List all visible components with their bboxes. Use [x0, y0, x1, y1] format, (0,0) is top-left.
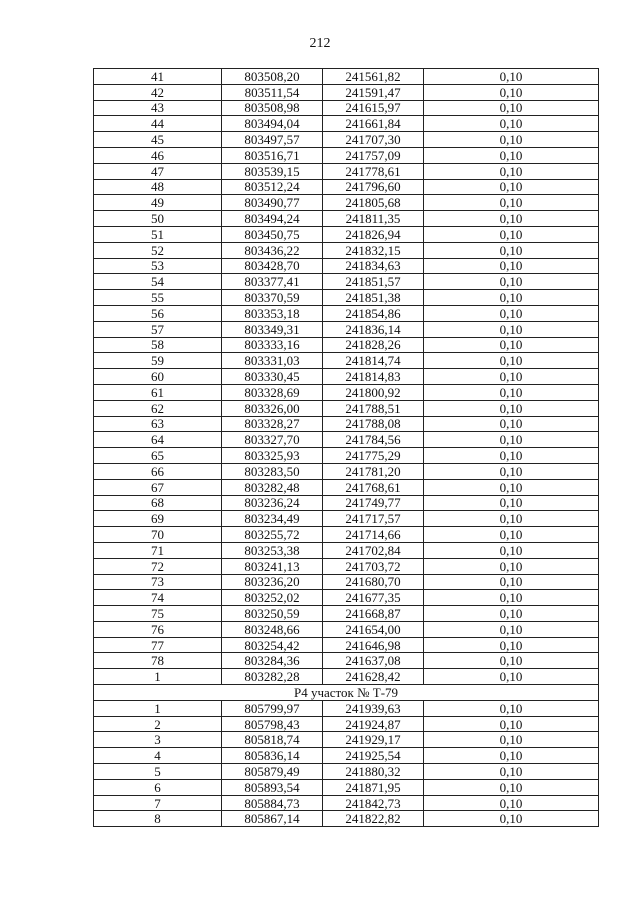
value-cell: 0,10: [424, 764, 599, 780]
y-coordinate-cell: 241851,38: [323, 290, 424, 306]
point-number-cell: 64: [94, 432, 222, 448]
x-coordinate-cell: 803428,70: [222, 258, 323, 274]
value-cell: 0,10: [424, 353, 599, 369]
value-cell: 0,10: [424, 258, 599, 274]
value-cell: 0,10: [424, 669, 599, 685]
point-number-cell: 2: [94, 716, 222, 732]
y-coordinate-cell: 241939,63: [323, 700, 424, 716]
point-number-cell: 50: [94, 211, 222, 227]
table-row: [94, 795, 599, 811]
value-cell: 0,10: [424, 606, 599, 622]
table-row: [94, 84, 599, 100]
y-coordinate-cell: 241811,35: [323, 211, 424, 227]
x-coordinate-cell: 803252,02: [222, 590, 323, 606]
x-coordinate-cell: 803516,71: [222, 147, 323, 163]
x-coordinate-cell: 803236,24: [222, 495, 323, 511]
value-cell: 0,10: [424, 479, 599, 495]
value-cell: 0,10: [424, 590, 599, 606]
x-coordinate-cell: 803236,20: [222, 574, 323, 590]
point-number-cell: 63: [94, 416, 222, 432]
y-coordinate-cell: 241788,51: [323, 400, 424, 416]
point-number-cell: 56: [94, 305, 222, 321]
value-cell: 0,10: [424, 305, 599, 321]
x-coordinate-cell: 803325,93: [222, 448, 323, 464]
section-header: Р4 участок № Т-79: [94, 685, 599, 701]
y-coordinate-cell: 241702,84: [323, 542, 424, 558]
point-number-cell: 44: [94, 116, 222, 132]
point-number-cell: 6: [94, 779, 222, 795]
value-cell: 0,10: [424, 779, 599, 795]
x-coordinate-cell: 803250,59: [222, 606, 323, 622]
table-row: [94, 416, 599, 432]
y-coordinate-cell: 241832,15: [323, 242, 424, 258]
x-coordinate-cell: 803370,59: [222, 290, 323, 306]
table-row: [94, 606, 599, 622]
point-number-cell: 65: [94, 448, 222, 464]
y-coordinate-cell: 241784,56: [323, 432, 424, 448]
point-number-cell: 73: [94, 574, 222, 590]
y-coordinate-cell: 241880,32: [323, 764, 424, 780]
y-coordinate-cell: 241836,14: [323, 321, 424, 337]
x-coordinate-cell: 803326,00: [222, 400, 323, 416]
y-coordinate-cell: 241680,70: [323, 574, 424, 590]
value-cell: 0,10: [424, 637, 599, 653]
x-coordinate-cell: 803349,31: [222, 321, 323, 337]
value-cell: 0,10: [424, 463, 599, 479]
point-number-cell: 47: [94, 163, 222, 179]
y-coordinate-cell: 241796,60: [323, 179, 424, 195]
y-coordinate-cell: 241814,74: [323, 353, 424, 369]
x-coordinate-cell: 803494,24: [222, 211, 323, 227]
x-coordinate-cell: 803508,98: [222, 100, 323, 116]
table-row: [94, 764, 599, 780]
point-number-cell: 66: [94, 463, 222, 479]
point-number-cell: 62: [94, 400, 222, 416]
point-number-cell: 61: [94, 384, 222, 400]
y-coordinate-cell: 241615,97: [323, 100, 424, 116]
coordinates-table-body: [94, 69, 599, 827]
table-row: [94, 700, 599, 716]
value-cell: 0,10: [424, 495, 599, 511]
y-coordinate-cell: 241768,61: [323, 479, 424, 495]
y-coordinate-cell: 241749,77: [323, 495, 424, 511]
x-coordinate-cell: 803327,70: [222, 432, 323, 448]
table-row: [94, 558, 599, 574]
point-number-cell: 78: [94, 653, 222, 669]
value-cell: 0,10: [424, 732, 599, 748]
x-coordinate-cell: 803436,22: [222, 242, 323, 258]
value-cell: 0,10: [424, 574, 599, 590]
table-row: [94, 100, 599, 116]
point-number-cell: 69: [94, 511, 222, 527]
point-number-cell: 4: [94, 748, 222, 764]
value-cell: 0,10: [424, 811, 599, 827]
x-coordinate-cell: 803282,28: [222, 669, 323, 685]
value-cell: 0,10: [424, 716, 599, 732]
point-number-cell: 42: [94, 84, 222, 100]
value-cell: 0,10: [424, 163, 599, 179]
point-number-cell: 71: [94, 542, 222, 558]
page-number: 212: [309, 36, 331, 51]
table-row: [94, 147, 599, 163]
table-row: [94, 448, 599, 464]
point-number-cell: 75: [94, 606, 222, 622]
x-coordinate-cell: 803353,18: [222, 305, 323, 321]
point-number-cell: 1: [94, 700, 222, 716]
y-coordinate-cell: 241842,73: [323, 795, 424, 811]
point-number-cell: 52: [94, 242, 222, 258]
table-row: [94, 258, 599, 274]
x-coordinate-cell: 803497,57: [222, 132, 323, 148]
y-coordinate-cell: 241924,87: [323, 716, 424, 732]
value-cell: 0,10: [424, 321, 599, 337]
value-cell: 0,10: [424, 527, 599, 543]
value-cell: 0,10: [424, 179, 599, 195]
point-number-cell: 3: [94, 732, 222, 748]
x-coordinate-cell: 805836,14: [222, 748, 323, 764]
y-coordinate-cell: 241591,47: [323, 84, 424, 100]
table-row: [94, 274, 599, 290]
value-cell: 0,10: [424, 132, 599, 148]
value-cell: 0,10: [424, 337, 599, 353]
x-coordinate-cell: 805879,49: [222, 764, 323, 780]
x-coordinate-cell: 805893,54: [222, 779, 323, 795]
point-number-cell: 72: [94, 558, 222, 574]
table-row: [94, 669, 599, 685]
y-coordinate-cell: 241925,54: [323, 748, 424, 764]
x-coordinate-cell: 803248,66: [222, 621, 323, 637]
point-number-cell: 55: [94, 290, 222, 306]
table-row: [94, 163, 599, 179]
x-coordinate-cell: 803328,69: [222, 384, 323, 400]
value-cell: 0,10: [424, 195, 599, 211]
value-cell: 0,10: [424, 226, 599, 242]
x-coordinate-cell: 805798,43: [222, 716, 323, 732]
x-coordinate-cell: 803282,48: [222, 479, 323, 495]
table-row: [94, 384, 599, 400]
value-cell: 0,10: [424, 147, 599, 163]
y-coordinate-cell: 241828,26: [323, 337, 424, 353]
point-number-cell: 7: [94, 795, 222, 811]
table-row: [94, 811, 599, 827]
x-coordinate-cell: 803450,75: [222, 226, 323, 242]
table-row: [94, 211, 599, 227]
point-number-cell: 60: [94, 369, 222, 385]
value-cell: 0,10: [424, 116, 599, 132]
y-coordinate-cell: 241805,68: [323, 195, 424, 211]
value-cell: 0,10: [424, 748, 599, 764]
table-row: [94, 400, 599, 416]
value-cell: 0,10: [424, 700, 599, 716]
value-cell: 0,10: [424, 432, 599, 448]
value-cell: 0,10: [424, 211, 599, 227]
point-number-cell: 77: [94, 637, 222, 653]
value-cell: 0,10: [424, 448, 599, 464]
y-coordinate-cell: 241714,66: [323, 527, 424, 543]
x-coordinate-cell: 803512,24: [222, 179, 323, 195]
table-row: [94, 353, 599, 369]
x-coordinate-cell: 803284,36: [222, 653, 323, 669]
y-coordinate-cell: 241851,57: [323, 274, 424, 290]
table-row: [94, 369, 599, 385]
table-row: [94, 732, 599, 748]
table-row: [94, 590, 599, 606]
table-row: [94, 748, 599, 764]
point-number-cell: 43: [94, 100, 222, 116]
y-coordinate-cell: 241822,82: [323, 811, 424, 827]
point-number-cell: 54: [94, 274, 222, 290]
y-coordinate-cell: 241871,95: [323, 779, 424, 795]
y-coordinate-cell: 241561,82: [323, 69, 424, 85]
value-cell: 0,10: [424, 400, 599, 416]
value-cell: 0,10: [424, 100, 599, 116]
value-cell: 0,10: [424, 558, 599, 574]
point-number-cell: 41: [94, 69, 222, 85]
table-row: [94, 432, 599, 448]
table-row: [94, 463, 599, 479]
value-cell: 0,10: [424, 84, 599, 100]
x-coordinate-cell: 803234,49: [222, 511, 323, 527]
x-coordinate-cell: 803511,54: [222, 84, 323, 100]
y-coordinate-cell: 241826,94: [323, 226, 424, 242]
point-number-cell: 58: [94, 337, 222, 353]
y-coordinate-cell: 241646,98: [323, 637, 424, 653]
value-cell: 0,10: [424, 416, 599, 432]
x-coordinate-cell: 803331,03: [222, 353, 323, 369]
y-coordinate-cell: 241707,30: [323, 132, 424, 148]
table-row: [94, 242, 599, 258]
value-cell: 0,10: [424, 542, 599, 558]
x-coordinate-cell: 803490,77: [222, 195, 323, 211]
table-row: [94, 305, 599, 321]
x-coordinate-cell: 803377,41: [222, 274, 323, 290]
table-row: [94, 479, 599, 495]
point-number-cell: 59: [94, 353, 222, 369]
value-cell: 0,10: [424, 795, 599, 811]
x-coordinate-cell: 803255,72: [222, 527, 323, 543]
value-cell: 0,10: [424, 242, 599, 258]
y-coordinate-cell: 241677,35: [323, 590, 424, 606]
table-row: [94, 621, 599, 637]
x-coordinate-cell: 803241,13: [222, 558, 323, 574]
table-row: [94, 511, 599, 527]
point-number-cell: 74: [94, 590, 222, 606]
table-row: [94, 527, 599, 543]
y-coordinate-cell: 241778,61: [323, 163, 424, 179]
table-row: [94, 653, 599, 669]
section-header-row: [94, 685, 599, 701]
point-number-cell: 76: [94, 621, 222, 637]
x-coordinate-cell: 803333,16: [222, 337, 323, 353]
y-coordinate-cell: 241800,92: [323, 384, 424, 400]
value-cell: 0,10: [424, 511, 599, 527]
table-row: [94, 195, 599, 211]
table-row: [94, 69, 599, 85]
value-cell: 0,10: [424, 274, 599, 290]
y-coordinate-cell: 241788,08: [323, 416, 424, 432]
y-coordinate-cell: 241654,00: [323, 621, 424, 637]
x-coordinate-cell: 803254,42: [222, 637, 323, 653]
table-row: [94, 716, 599, 732]
table-row: [94, 495, 599, 511]
x-coordinate-cell: 803253,38: [222, 542, 323, 558]
y-coordinate-cell: 241854,86: [323, 305, 424, 321]
table-row: [94, 290, 599, 306]
x-coordinate-cell: 803494,04: [222, 116, 323, 132]
point-number-cell: 51: [94, 226, 222, 242]
point-number-cell: 5: [94, 764, 222, 780]
x-coordinate-cell: 805818,74: [222, 732, 323, 748]
x-coordinate-cell: 803508,20: [222, 69, 323, 85]
value-cell: 0,10: [424, 653, 599, 669]
point-number-cell: 70: [94, 527, 222, 543]
point-number-cell: 46: [94, 147, 222, 163]
point-number-cell: 68: [94, 495, 222, 511]
y-coordinate-cell: 241929,17: [323, 732, 424, 748]
value-cell: 0,10: [424, 69, 599, 85]
point-number-cell: 67: [94, 479, 222, 495]
y-coordinate-cell: 241814,83: [323, 369, 424, 385]
y-coordinate-cell: 241637,08: [323, 653, 424, 669]
table-row: [94, 179, 599, 195]
point-number-cell: 53: [94, 258, 222, 274]
y-coordinate-cell: 241757,09: [323, 147, 424, 163]
y-coordinate-cell: 241661,84: [323, 116, 424, 132]
y-coordinate-cell: 241668,87: [323, 606, 424, 622]
y-coordinate-cell: 241834,63: [323, 258, 424, 274]
point-number-cell: 49: [94, 195, 222, 211]
table-row: [94, 574, 599, 590]
table-row: [94, 132, 599, 148]
x-coordinate-cell: 803328,27: [222, 416, 323, 432]
table-row: [94, 637, 599, 653]
table-row: [94, 542, 599, 558]
y-coordinate-cell: 241781,20: [323, 463, 424, 479]
point-number-cell: 45: [94, 132, 222, 148]
point-number-cell: 57: [94, 321, 222, 337]
table-row: [94, 779, 599, 795]
x-coordinate-cell: 805799,97: [222, 700, 323, 716]
y-coordinate-cell: 241628,42: [323, 669, 424, 685]
y-coordinate-cell: 241717,57: [323, 511, 424, 527]
coordinates-table: [93, 68, 599, 827]
y-coordinate-cell: 241703,72: [323, 558, 424, 574]
value-cell: 0,10: [424, 369, 599, 385]
x-coordinate-cell: 803539,15: [222, 163, 323, 179]
table-row: [94, 337, 599, 353]
value-cell: 0,10: [424, 384, 599, 400]
table-row: [94, 321, 599, 337]
point-number-cell: 8: [94, 811, 222, 827]
table-row: [94, 226, 599, 242]
x-coordinate-cell: 805867,14: [222, 811, 323, 827]
x-coordinate-cell: 803330,45: [222, 369, 323, 385]
point-number-cell: 48: [94, 179, 222, 195]
table-row: [94, 116, 599, 132]
value-cell: 0,10: [424, 290, 599, 306]
value-cell: 0,10: [424, 621, 599, 637]
x-coordinate-cell: 805884,73: [222, 795, 323, 811]
point-number-cell: 1: [94, 669, 222, 685]
x-coordinate-cell: 803283,50: [222, 463, 323, 479]
y-coordinate-cell: 241775,29: [323, 448, 424, 464]
